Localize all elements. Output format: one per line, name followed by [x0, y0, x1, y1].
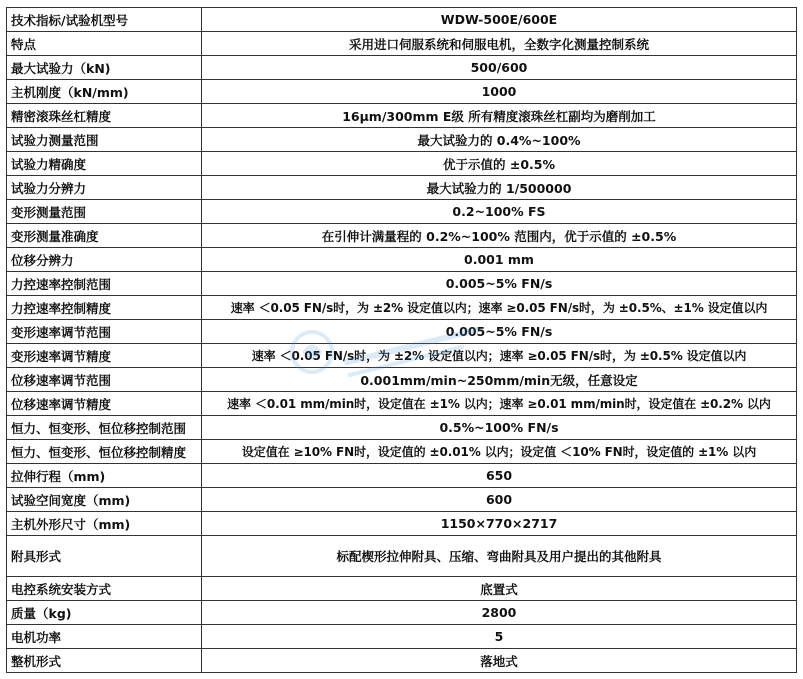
table-row	[7, 200, 797, 224]
row-value: 1150×770×2717	[202, 512, 797, 536]
row-label: 恒力、恒变形、恒位移控制精度	[7, 440, 202, 464]
row-value: 优于示值的 ±0.5%	[202, 152, 797, 176]
spec-sheet	[6, 7, 796, 673]
row-label: 变形速率调节范围	[7, 320, 202, 344]
spec-table-body	[7, 8, 797, 673]
table-row	[7, 649, 797, 673]
table-row	[7, 344, 797, 368]
table-row	[7, 128, 797, 152]
row-value: 0.005~5% FN/s	[202, 320, 797, 344]
row-label: 位移速率调节精度	[7, 392, 202, 416]
row-value: 速率 ＜0.01 mm/min时，设定值在 ±1% 以内；速率 ≥0.01 mm/min时，设定值在 ±0.2% 以内	[202, 392, 797, 416]
table-row	[7, 296, 797, 320]
row-value: 0.001mm/min~250mm/min无级，任意设定	[202, 368, 797, 392]
row-label: 附具形式	[7, 536, 202, 577]
table-row	[7, 464, 797, 488]
table-row	[7, 440, 797, 464]
row-value: 标配楔形拉伸附具、压缩、弯曲附具及用户提出的其他附具	[202, 536, 797, 577]
row-value: 650	[202, 464, 797, 488]
row-label: 力控速率控制范围	[7, 272, 202, 296]
row-value: 5	[202, 625, 797, 649]
table-row	[7, 152, 797, 176]
table-row	[7, 224, 797, 248]
row-label: 试验空间宽度（mm)	[7, 488, 202, 512]
table-row	[7, 56, 797, 80]
row-value: 0.005~5% FN/s	[202, 272, 797, 296]
table-row	[7, 625, 797, 649]
row-value: 2800	[202, 601, 797, 625]
table-row	[7, 577, 797, 601]
row-label: 主机外形尺寸（mm)	[7, 512, 202, 536]
row-value: 设定值在 ≥10% FN时，设定值的 ±0.01% 以内；设定值 ＜10% FN时，设定值的 ±1% 以内	[202, 440, 797, 464]
table-row	[7, 488, 797, 512]
row-label: 质量（kg)	[7, 601, 202, 625]
spec-table	[6, 7, 797, 673]
row-value: 0.2~100% FS	[202, 200, 797, 224]
row-value: 最大试验力的 1/500000	[202, 176, 797, 200]
row-value: 最大试验力的 0.4%~100%	[202, 128, 797, 152]
row-label: 变形速率调节精度	[7, 344, 202, 368]
table-row	[7, 392, 797, 416]
row-value: 500/600	[202, 56, 797, 80]
row-label: 力控速率控制精度	[7, 296, 202, 320]
row-value: 在引伸计满量程的 0.2%~100% 范围内，优于示值的 ±0.5%	[202, 224, 797, 248]
row-label: 变形测量范围	[7, 200, 202, 224]
table-row	[7, 176, 797, 200]
table-header-row	[7, 8, 797, 32]
row-value: 落地式	[202, 649, 797, 673]
row-label: 电机功率	[7, 625, 202, 649]
row-label: 位移分辨力	[7, 248, 202, 272]
table-row	[7, 248, 797, 272]
row-label: 最大试验力（kN)	[7, 56, 202, 80]
row-label: 恒力、恒变形、恒位移控制范围	[7, 416, 202, 440]
table-row	[7, 320, 797, 344]
row-label: 拉伸行程（mm)	[7, 464, 202, 488]
row-value: 16μm/300mm E级 所有精度滚珠丝杠副均为磨削加工	[202, 104, 797, 128]
row-value: 600	[202, 488, 797, 512]
row-value: 0.001 mm	[202, 248, 797, 272]
row-label: 整机形式	[7, 649, 202, 673]
row-label: 试验力精确度	[7, 152, 202, 176]
table-row	[7, 536, 797, 577]
table-row	[7, 601, 797, 625]
row-label: 试验力测量范围	[7, 128, 202, 152]
table-row	[7, 512, 797, 536]
table-row	[7, 368, 797, 392]
table-row	[7, 104, 797, 128]
table-row	[7, 32, 797, 56]
row-value: 1000	[202, 80, 797, 104]
header-model-cell: WDW-500E/600E	[202, 8, 797, 32]
table-row	[7, 416, 797, 440]
row-value: 0.5%~100% FN/s	[202, 416, 797, 440]
table-row	[7, 272, 797, 296]
row-value: 速率 ＜0.05 FN/s时，为 ±2% 设定值以内；速率 ≥0.05 FN/s时，为 ±0.5% 设定值以内	[202, 344, 797, 368]
row-value: 底置式	[202, 577, 797, 601]
row-value: 采用进口伺服系统和伺服电机，全数字化测量控制系统	[202, 32, 797, 56]
table-row	[7, 80, 797, 104]
row-label: 电控系统安装方式	[7, 577, 202, 601]
row-value: 速率 ＜0.05 FN/s时，为 ±2% 设定值以内；速率 ≥0.05 FN/s时，为 ±0.5%、±1% 设定值以内	[202, 296, 797, 320]
row-label: 试验力分辨力	[7, 176, 202, 200]
row-label: 变形测量准确度	[7, 224, 202, 248]
header-label-cell: 技术指标/试验机型号	[7, 8, 202, 32]
row-label: 位移速率调节范围	[7, 368, 202, 392]
row-label: 主机刚度（kN/mm)	[7, 80, 202, 104]
row-label: 特点	[7, 32, 202, 56]
row-label: 精密滚珠丝杠精度	[7, 104, 202, 128]
